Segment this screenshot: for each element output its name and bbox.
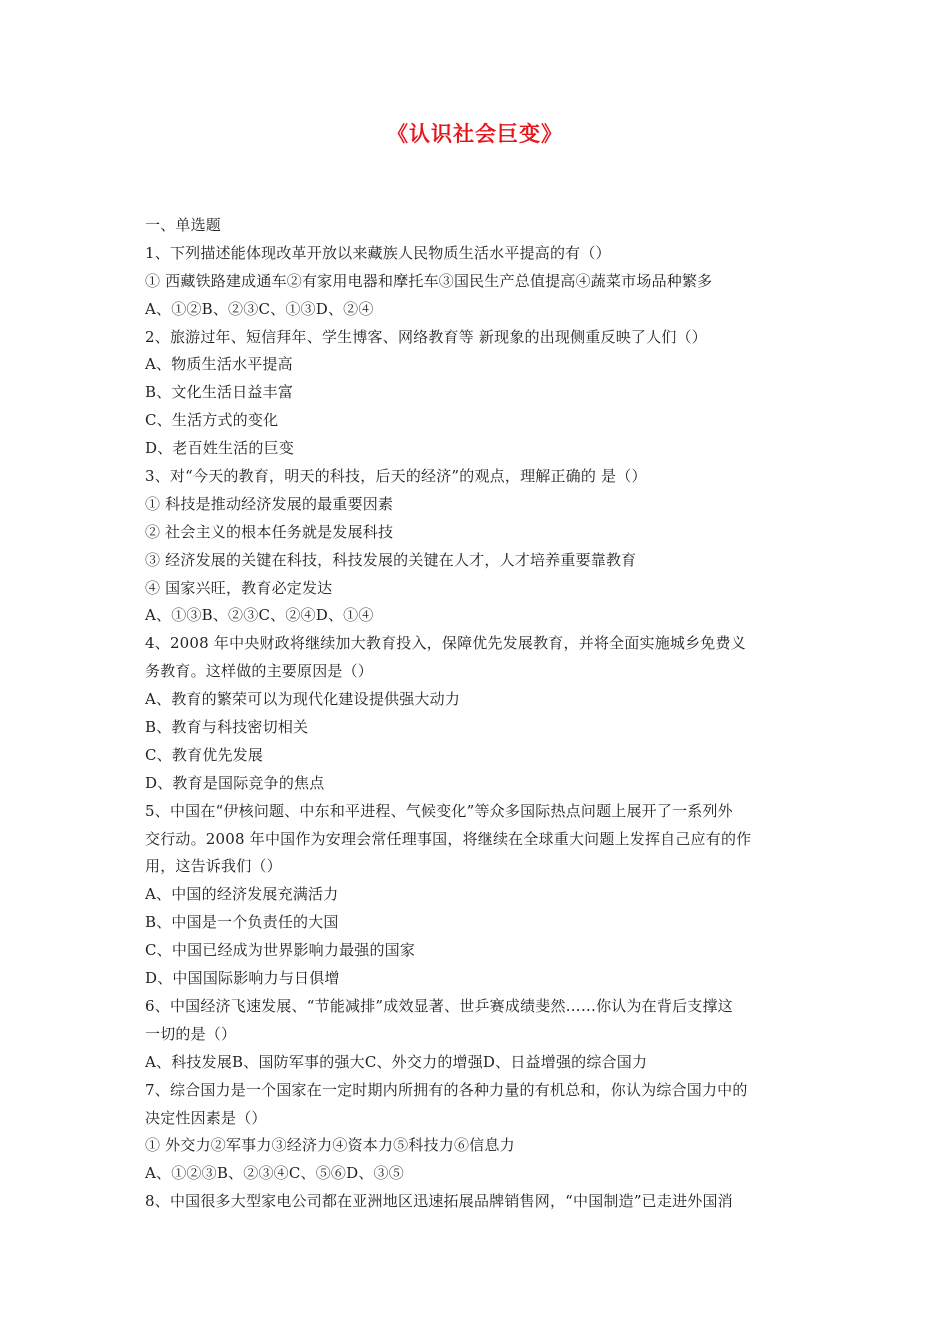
document-body <box>145 212 815 1216</box>
text-line: ③ 经济发展的关键在科技，科技发展的关键在人才，人才培养重要靠教育 <box>145 550 637 569</box>
text-line: D、教育是国际竞争的焦点 <box>145 773 325 792</box>
text-line: ② 社会主义的根本任务就是发展科技 <box>145 522 394 541</box>
text-line: 务教育。这样做的主要原因是（） <box>145 662 374 681</box>
text-line: 决定性因素是（） <box>145 1108 267 1127</box>
text-line: 4、2008 年中央财政将继续加大教育投入，保障优先发展教育，并将全面实施城乡免费义 <box>145 634 746 653</box>
text-line: ① 外交力②军事力③经济力④资本力⑤科技力⑥信息力 <box>145 1136 515 1155</box>
text-line: 一、单选题 <box>145 216 222 234</box>
text-line: 6、中国经济飞速发展、“节能减排”成效显著、世乒赛成绩斐然……你认为在背后支撑这 <box>145 996 733 1015</box>
text-line: 1、下列描述能体现改革开放以来藏族人民物质生活水平提高的有（） <box>145 243 611 262</box>
text-line: C、教育优先发展 <box>145 745 264 764</box>
text-line: ① 西藏铁路建成通车②有家用电器和摩托车③国民生产总值提高④蔬菜市场品种繁多 <box>145 271 713 290</box>
text-line: 一切的是（） <box>145 1024 237 1043</box>
text-line: B、教育与科技密切相关 <box>145 718 309 737</box>
text-line: B、文化生活日益丰富 <box>145 383 294 402</box>
text-line: A、教育的繁荣可以为现代化建设提供强大动力 <box>145 690 461 709</box>
text-line: A、科技发展B、国防军事的强大C、外交力的增强D、日益增强的综合国力 <box>145 1052 648 1071</box>
text-line: 5、中国在“伊核问题、中东和平进程、气候变化”等众多国际热点问题上展开了一系列外 <box>145 801 733 820</box>
document-title: 《认识社会巨变》 <box>387 122 563 146</box>
text-line: 2、旅游过年、短信拜年、学生博客、网络教育等 新现象的出现侧重反映了人们（） <box>145 327 707 346</box>
text-line: ④ 国家兴旺，教育必定发达 <box>145 578 333 597</box>
text-line: ① 科技是推动经济发展的最重要因素 <box>145 494 394 513</box>
text-line: A、①②③B、②③④C、⑤⑥D、③⑤ <box>145 1164 404 1183</box>
text-line: D、中国国际影响力与日俱增 <box>145 969 340 988</box>
text-line: A、物质生活水平提高 <box>145 355 293 374</box>
text-line: 交行动。2008 年中国作为安理会常任理事国，将继续在全球重大问题上发挥自己应有的作 <box>145 829 752 848</box>
text-line: A、①②B、②③C、①③D、②④ <box>145 299 374 318</box>
text-line: A、中国的经济发展充满活力 <box>145 885 339 904</box>
text-line: 用，这告诉我们（） <box>145 857 282 876</box>
text-line: C、中国已经成为世界影响力最强的国家 <box>145 941 416 960</box>
text-line: D、老百姓生活的巨变 <box>145 439 295 458</box>
text-line: A、①③B、②③C、②④D、①④ <box>145 606 374 625</box>
text-line: 8、中国很多大型家电公司都在亚洲地区迅速拓展品牌销售网，“中国制造”已走进外国消 <box>145 1192 733 1211</box>
text-line: 3、对“今天的教育，明天的科技，后天的经济”的观点，理解正确的 是（） <box>145 467 647 486</box>
text-line: C、生活方式的变化 <box>145 411 279 430</box>
text-line: B、中国是一个负责任的大国 <box>145 913 339 932</box>
text-line: 7、综合国力是一个国家在一定时期内所拥有的各种力量的有机总和，你认为综合国力中的 <box>145 1080 748 1099</box>
